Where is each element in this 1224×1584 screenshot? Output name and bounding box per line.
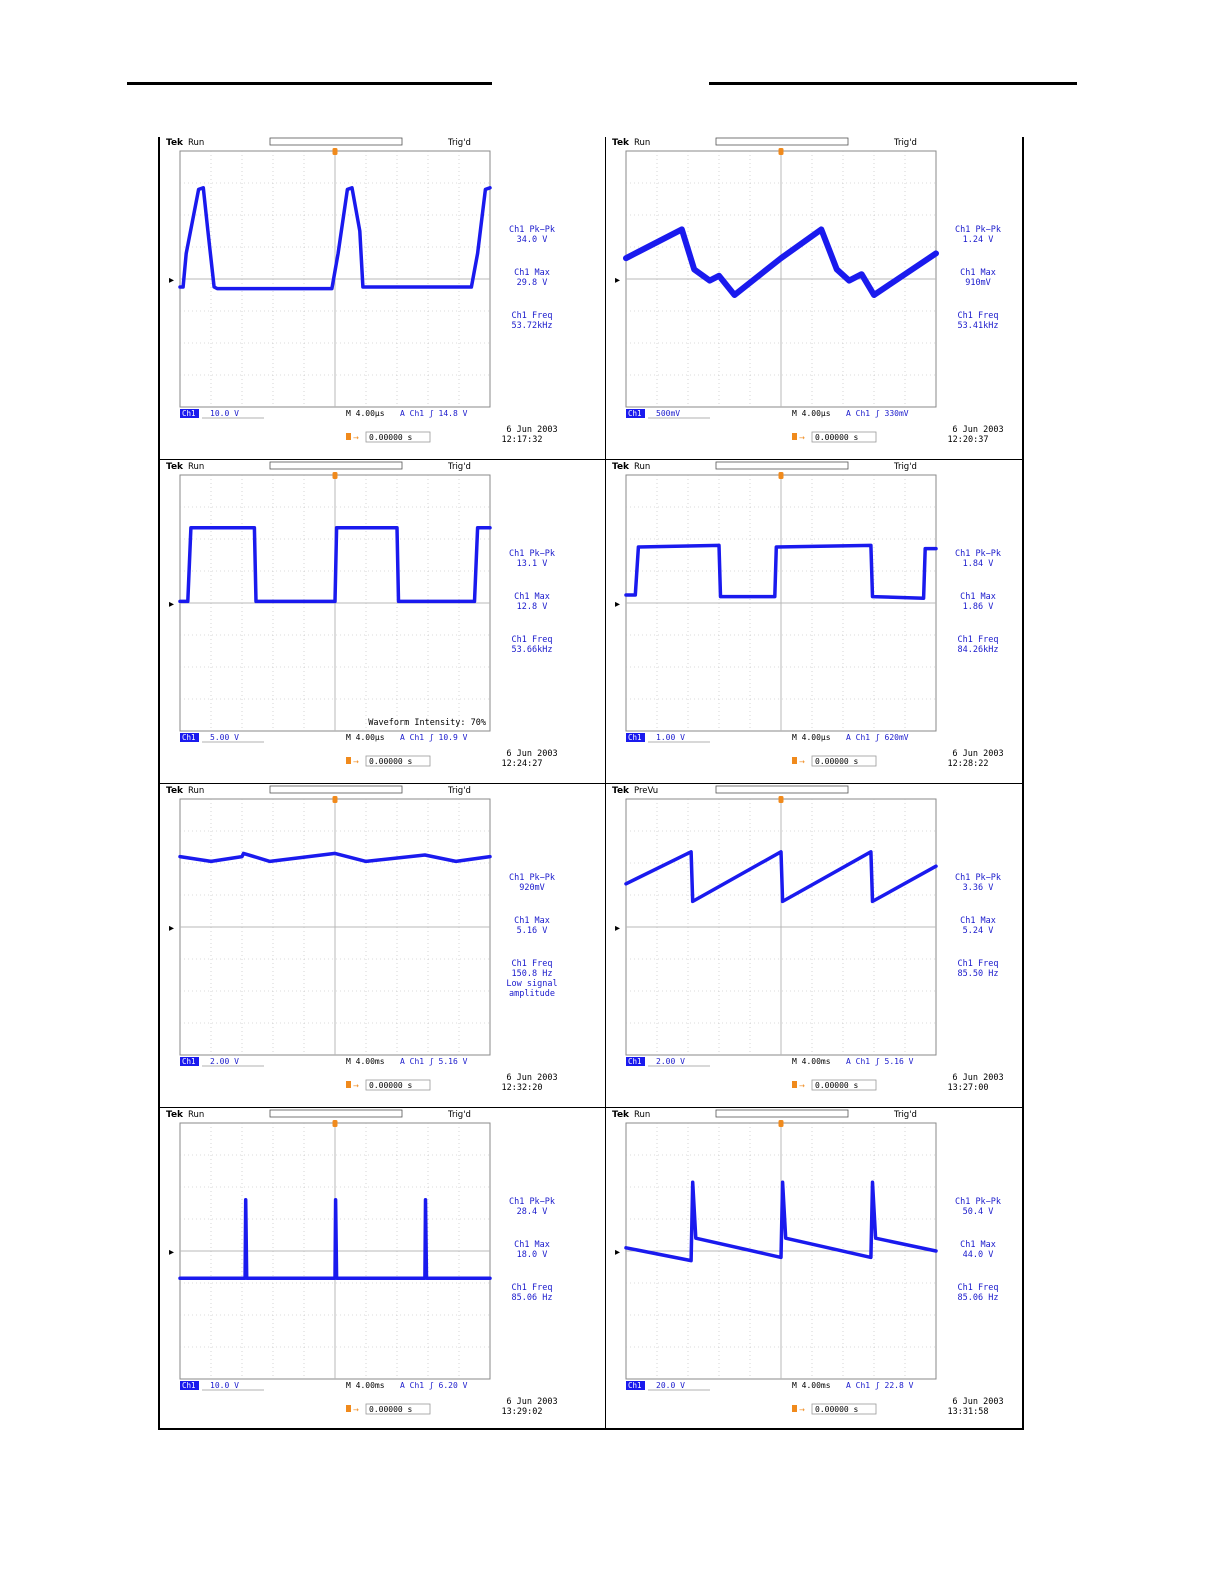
timebase-readout: M 4.00µs xyxy=(792,733,831,742)
measurement-block xyxy=(482,268,582,288)
brand-label: Tek xyxy=(166,462,184,472)
measurement-block xyxy=(482,1240,582,1260)
channel-badge-label: Ch1 xyxy=(628,1381,642,1390)
measurement-value: 1.24 V xyxy=(962,235,994,245)
channel-badge-label: Ch1 xyxy=(628,733,642,742)
measurement-block xyxy=(482,916,582,936)
trigger-readout: A Ch1 ʃ 14.8 V xyxy=(400,409,468,418)
trigger-readout: A Ch1 ʃ 330mV xyxy=(846,409,909,418)
measurement-note: amplitude xyxy=(508,989,556,999)
measurement-value: 28.4 V xyxy=(516,1207,548,1217)
ground-level-icon: ▸ xyxy=(615,275,621,286)
measurement-block xyxy=(482,592,582,612)
ground-level-icon: ▸ xyxy=(615,599,621,610)
trigger-state-label: Trig'd xyxy=(448,138,471,148)
trigger-pos-value: 0.00000 s xyxy=(369,757,413,766)
measurement-value: 34.0 V xyxy=(516,235,548,245)
measurement-block xyxy=(928,916,1028,936)
measurement-value: 85.06 Hz xyxy=(957,1293,999,1303)
trigger-pos-icon xyxy=(346,757,351,764)
trigger-readout: A Ch1 ʃ 22.8 V xyxy=(846,1381,914,1390)
trigger-arrow-icon: → xyxy=(353,1406,359,1414)
status-label: Run xyxy=(634,462,651,472)
waveform-intensity-label: Waveform Intensity: 70% xyxy=(368,718,486,728)
measurement-block xyxy=(928,592,1028,612)
measurement-block xyxy=(482,635,582,655)
record-window-bar xyxy=(270,1110,402,1117)
measurement-name: Ch1 Freq xyxy=(957,311,999,321)
record-window-bar xyxy=(716,138,848,145)
record-window-bar xyxy=(270,786,402,793)
brand-label: Tek xyxy=(612,786,630,796)
measurement-block xyxy=(482,959,582,999)
trigger-arrow-icon: → xyxy=(353,758,359,766)
brand-label: Tek xyxy=(612,1110,630,1120)
volts-per-div: 2.00 V xyxy=(656,1057,685,1066)
trigger-state-label: Trig'd xyxy=(894,138,917,148)
scope-capture xyxy=(162,137,558,447)
ground-level-icon: ▸ xyxy=(615,1247,621,1258)
trigger-readout: A Ch1 ʃ 620mV xyxy=(846,733,909,742)
trigger-pos-value: 0.00000 s xyxy=(369,433,413,442)
scope-capture xyxy=(608,137,1004,447)
capture-time: 13:27:00 xyxy=(947,1083,989,1093)
measurement-panel xyxy=(482,549,582,678)
trigger-pos-value: 0.00000 s xyxy=(815,1405,859,1414)
capture-date: 6 Jun 2003 xyxy=(506,749,558,759)
channel-badge-label: Ch1 xyxy=(182,733,196,742)
measurement-panel xyxy=(482,225,582,354)
capture-time: 12:28:22 xyxy=(947,759,989,769)
ground-level-icon: ▸ xyxy=(169,1247,175,1258)
measurement-block xyxy=(928,959,1028,979)
volts-per-div: 20.0 V xyxy=(656,1381,685,1390)
scope-capture xyxy=(608,461,1004,771)
volts-per-div: 10.0 V xyxy=(210,1381,239,1390)
measurement-name: Ch1 Freq xyxy=(957,1283,999,1293)
timebase-readout: M 4.00ms xyxy=(346,1381,385,1390)
ground-level-icon: ▸ xyxy=(169,923,175,934)
status-label: PreVu xyxy=(634,786,659,796)
measurement-value: 53.66kHz xyxy=(511,645,553,655)
measurement-value: 150.8 Hz xyxy=(511,969,553,979)
measurement-block xyxy=(928,873,1028,893)
measurement-block xyxy=(928,1240,1028,1260)
volts-per-div: 5.00 V xyxy=(210,733,239,742)
trigger-arrow-icon: → xyxy=(353,1082,359,1090)
ground-level-icon: ▸ xyxy=(169,275,175,286)
measurement-block xyxy=(928,311,1028,331)
trigger-arrow-icon: → xyxy=(799,758,805,766)
trigger-pos-icon xyxy=(792,1405,797,1412)
measurement-name: Ch1 Freq xyxy=(511,311,553,321)
capture-time: 12:24:27 xyxy=(501,759,543,769)
measurement-note: Low signal xyxy=(506,979,558,989)
brand-label: Tek xyxy=(166,786,184,796)
trigger-pos-value: 0.00000 s xyxy=(815,1081,859,1090)
measurement-value: 1.86 V xyxy=(962,602,994,612)
timebase-readout: M 4.00µs xyxy=(346,733,385,742)
trigger-position-marker xyxy=(333,796,338,803)
measurement-name: Ch1 Freq xyxy=(957,959,999,969)
measurement-value: 3.36 V xyxy=(962,883,994,893)
measurement-name: Ch1 Pk−Pk xyxy=(508,1197,556,1207)
status-label: Run xyxy=(634,138,651,148)
capture-date: 6 Jun 2003 xyxy=(506,1073,558,1083)
page-rule-left xyxy=(127,82,492,85)
channel-badge-label: Ch1 xyxy=(628,1057,642,1066)
trigger-arrow-icon: → xyxy=(353,434,359,442)
trigger-pos-icon xyxy=(346,1081,351,1088)
measurement-block xyxy=(928,1197,1028,1217)
capture-date: 6 Jun 2003 xyxy=(952,1073,1004,1083)
scope-capture xyxy=(162,1109,558,1419)
measurement-name: Ch1 Pk−Pk xyxy=(954,873,1002,883)
channel-badge-label: Ch1 xyxy=(628,409,642,418)
record-window-bar xyxy=(716,786,848,793)
measurement-name: Ch1 Pk−Pk xyxy=(508,549,556,559)
measurement-value: 53.72kHz xyxy=(511,321,553,331)
measurement-name: Ch1 Max xyxy=(960,592,996,602)
measurement-block xyxy=(928,225,1028,245)
grid-divider-row1 xyxy=(158,459,1024,460)
measurement-block xyxy=(928,1283,1028,1303)
brand-label: Tek xyxy=(166,1110,184,1120)
trigger-position-marker xyxy=(779,148,784,155)
record-window-bar xyxy=(270,462,402,469)
capture-time: 12:32:20 xyxy=(501,1083,543,1093)
measurement-name: Ch1 Pk−Pk xyxy=(954,1197,1002,1207)
trigger-pos-icon xyxy=(346,1405,351,1412)
measurement-name: Ch1 Freq xyxy=(511,959,553,969)
record-window-bar xyxy=(716,1110,848,1117)
measurement-value: 910mV xyxy=(965,278,991,288)
grid-border-bottom xyxy=(158,1428,1024,1430)
volts-per-div: 500mV xyxy=(656,409,681,418)
measurement-block xyxy=(482,225,582,245)
trigger-readout: A Ch1 ʃ 6.20 V xyxy=(400,1381,468,1390)
timebase-readout: M 4.00µs xyxy=(346,409,385,418)
measurement-panel xyxy=(482,1197,582,1326)
capture-date: 6 Jun 2003 xyxy=(506,1397,558,1407)
trigger-position-marker xyxy=(779,796,784,803)
measurement-name: Ch1 Max xyxy=(514,268,550,278)
measurement-value: 53.41kHz xyxy=(957,321,999,331)
trigger-arrow-icon: → xyxy=(799,1082,805,1090)
trigger-position-marker xyxy=(333,1120,338,1127)
trigger-pos-icon xyxy=(792,433,797,440)
measurement-name: Ch1 Pk−Pk xyxy=(508,225,556,235)
measurement-name: Ch1 Max xyxy=(960,268,996,278)
volts-per-div: 1.00 V xyxy=(656,733,685,742)
trigger-readout: A Ch1 ʃ 5.16 V xyxy=(400,1057,468,1066)
volts-per-div: 10.0 V xyxy=(210,409,239,418)
measurement-value: 1.84 V xyxy=(962,559,994,569)
capture-date: 6 Jun 2003 xyxy=(952,749,1004,759)
measurement-value: 920mV xyxy=(519,883,545,893)
timebase-readout: M 4.00ms xyxy=(792,1057,831,1066)
measurement-block xyxy=(928,635,1028,655)
measurement-panel xyxy=(928,1197,1028,1326)
measurement-value: 85.06 Hz xyxy=(511,1293,553,1303)
page-rule-right xyxy=(709,82,1077,85)
trigger-state-label: Trig'd xyxy=(894,462,917,472)
ground-level-icon: ▸ xyxy=(615,923,621,934)
trigger-arrow-icon: → xyxy=(799,1406,805,1414)
measurement-name: Ch1 Max xyxy=(960,1240,996,1250)
timebase-readout: M 4.00µs xyxy=(792,409,831,418)
measurement-value: 29.8 V xyxy=(516,278,548,288)
measurement-block xyxy=(928,268,1028,288)
scope-capture xyxy=(608,1109,1004,1419)
measurement-name: Ch1 Max xyxy=(514,916,550,926)
trigger-position-marker xyxy=(333,148,338,155)
ground-level-icon: ▸ xyxy=(169,599,175,610)
measurement-name: Ch1 Max xyxy=(514,592,550,602)
grid-divider-row3 xyxy=(158,1107,1024,1108)
measurement-value: 13.1 V xyxy=(516,559,548,569)
record-window-bar xyxy=(270,138,402,145)
trigger-pos-value: 0.00000 s xyxy=(369,1405,413,1414)
trigger-readout: A Ch1 ʃ 10.9 V xyxy=(400,733,468,742)
trigger-pos-value: 0.00000 s xyxy=(369,1081,413,1090)
capture-time: 13:29:02 xyxy=(501,1407,543,1417)
channel-badge-label: Ch1 xyxy=(182,1381,196,1390)
trigger-arrow-icon: → xyxy=(799,434,805,442)
timebase-readout: M 4.00ms xyxy=(346,1057,385,1066)
trigger-position-marker xyxy=(779,1120,784,1127)
capture-date: 6 Jun 2003 xyxy=(506,425,558,435)
measurement-value: 85.50 Hz xyxy=(957,969,999,979)
measurement-value: 5.24 V xyxy=(962,926,994,936)
measurement-name: Ch1 Freq xyxy=(511,635,553,645)
trigger-state-label: Trig'd xyxy=(448,1110,471,1120)
trigger-pos-icon xyxy=(346,433,351,440)
timebase-readout: M 4.00ms xyxy=(792,1381,831,1390)
status-label: Run xyxy=(188,786,205,796)
trigger-state-label: Trig'd xyxy=(448,462,471,472)
measurement-value: 18.0 V xyxy=(516,1250,548,1260)
record-window-bar xyxy=(716,462,848,469)
capture-time: 12:20:37 xyxy=(947,435,989,445)
trigger-pos-icon xyxy=(792,757,797,764)
trigger-pos-value: 0.00000 s xyxy=(815,433,859,442)
grid-divider-row2 xyxy=(158,783,1024,784)
capture-date: 6 Jun 2003 xyxy=(952,425,1004,435)
brand-label: Tek xyxy=(166,138,184,148)
measurement-panel xyxy=(482,873,582,1022)
capture-time: 12:17:32 xyxy=(501,435,543,445)
measurement-block xyxy=(928,549,1028,569)
trigger-pos-icon xyxy=(792,1081,797,1088)
measurement-block xyxy=(482,1197,582,1217)
scope-capture xyxy=(162,785,558,1095)
measurement-name: Ch1 Pk−Pk xyxy=(508,873,556,883)
status-label: Run xyxy=(188,1110,205,1120)
measurement-block xyxy=(482,311,582,331)
trigger-position-marker xyxy=(333,472,338,479)
channel-badge-label: Ch1 xyxy=(182,409,196,418)
volts-per-div: 2.00 V xyxy=(210,1057,239,1066)
status-label: Run xyxy=(188,138,205,148)
status-label: Run xyxy=(634,1110,651,1120)
trigger-state-label: Trig'd xyxy=(448,786,471,796)
measurement-panel xyxy=(928,549,1028,678)
trigger-state-label: Trig'd xyxy=(894,1110,917,1120)
measurement-panel xyxy=(928,225,1028,354)
brand-label: Tek xyxy=(612,462,630,472)
measurement-value: 12.8 V xyxy=(516,602,548,612)
scope-capture xyxy=(608,785,1004,1095)
measurement-block xyxy=(482,873,582,893)
measurement-name: Ch1 Pk−Pk xyxy=(954,225,1002,235)
capture-time: 13:31:58 xyxy=(947,1407,989,1417)
measurement-panel xyxy=(928,873,1028,1002)
brand-label: Tek xyxy=(612,138,630,148)
status-label: Run xyxy=(188,462,205,472)
capture-date: 6 Jun 2003 xyxy=(952,1397,1004,1407)
trigger-pos-value: 0.00000 s xyxy=(815,757,859,766)
trigger-readout: A Ch1 ʃ 5.16 V xyxy=(846,1057,914,1066)
measurement-name: Ch1 Freq xyxy=(957,635,999,645)
measurement-value: 5.16 V xyxy=(516,926,548,936)
measurement-name: Ch1 Freq xyxy=(511,1283,553,1293)
measurement-name: Ch1 Max xyxy=(514,1240,550,1250)
measurement-value: 50.4 V xyxy=(962,1207,994,1217)
measurement-name: Ch1 Max xyxy=(960,916,996,926)
measurement-block xyxy=(482,549,582,569)
scope-capture xyxy=(162,461,558,771)
measurement-value: 44.0 V xyxy=(962,1250,994,1260)
measurement-name: Ch1 Pk−Pk xyxy=(954,549,1002,559)
trigger-position-marker xyxy=(779,472,784,479)
measurement-value: 84.26kHz xyxy=(957,645,999,655)
channel-badge-label: Ch1 xyxy=(182,1057,196,1066)
measurement-block xyxy=(482,1283,582,1303)
